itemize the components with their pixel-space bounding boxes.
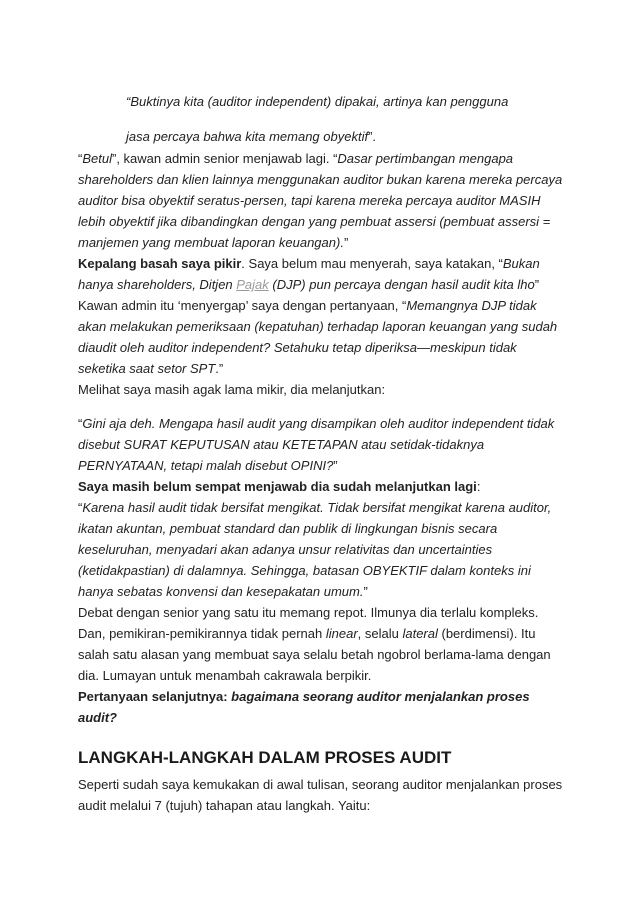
paragraph-line [78,458,568,474]
text-span: hanya sebatas konvensi dan kesepakatan umum. [78,584,364,599]
text-span: Saya masih belum sempat menjawab dia sudah melanjutkan lagi [78,479,477,494]
paragraph-line [78,214,568,230]
text-span: akan melakukan pemeriksaan (kepatuhan) terhadap laporan keuangan yang sudah [78,319,558,334]
text-span: Gini aja deh. Mengapa hasil audit yang disampikan oleh auditor independent tidak [82,416,555,431]
text-span: salah satu alasan yang membuat saya selalu betah ngobrol berlama-lama dengan [78,647,551,662]
paragraph-line [78,521,568,537]
text-span: hanya shareholders, Ditjen [78,277,237,292]
text-span: lebih obyektif jika dibandingkan dengan yang pembuat assersi (pembuat assersi = [78,214,551,229]
text-span: .” [215,361,224,376]
text-span: Memangnya DJP tidak [406,298,537,313]
paragraph-line [126,129,616,145]
text-span: Debat dengan senior yang satu itu memang repot. Ilmunya dia terlalu kompleks. [78,605,539,620]
paragraph-line [78,500,568,516]
text-span: audit melalui 7 (tujuh) tahapan atau langkah. Yaitu: [78,798,371,813]
text-span: “ [78,500,83,515]
text-span: ” [363,584,368,599]
text-span: Pertanyaan selanjutnya: [78,689,232,704]
text-span: ”. [368,129,377,144]
text-span: Seperti sudah saya kemukakan di awal tulisan, seorang auditor menjalankan proses [78,777,563,792]
text-span: (ketidakpastian) di dalamnya. Sehingga, batasan OBYEKTIF dalam konteks ini [78,563,531,578]
paragraph-line [78,235,568,251]
paragraph-line [126,94,616,110]
paragraph-line [78,584,568,600]
text-span: seketika saat setor SPT [78,361,216,376]
text-span: ” [343,235,349,250]
text-span: keseluruhan, menyadari akan adanya unsur relativitas dan uncertainties [78,542,493,557]
paragraph-line [78,626,568,642]
text-span: Kawan admin itu ‘menyergap’ saya dengan pertanyaan, “ [78,298,407,313]
text-span: auditor bisa obyektif seratus-persen, tapi karena mereka percaya auditor MASIH [78,193,541,208]
paragraph-line [78,193,568,209]
paragraph-line [78,437,568,453]
paragraph-line [78,542,568,558]
text-span: Bukan [502,256,540,271]
paragraph-line [78,668,568,684]
text-span: PERNYATAAN, tetapi malah disebut OPINI? [78,458,334,473]
paragraph-line [78,298,568,314]
text-span: manjemen yang membuat laporan keuangan). [78,235,344,250]
text-span: ” [333,458,338,473]
text-span: audit? [78,710,117,725]
paragraph-line [78,777,568,793]
paragraph-line [78,277,568,293]
text-span: Melihat saya masih agak lama mikir, dia melanjutkan: [78,382,386,397]
paragraph-line [78,172,568,188]
text-span: jasa percaya bahwa kita memang obyektif [126,129,369,144]
paragraph-line [78,340,568,356]
text-span: lateral [402,626,438,641]
text-span: linear [325,626,358,641]
paragraph-line [78,479,568,495]
text-span: Kepalang basah saya pikir [78,256,242,271]
paragraph-line [78,647,568,663]
text-span: disebut SURAT KEPUTUSAN atau KETETAPAN atau setidak-tidaknya [78,437,485,452]
paragraph-line [78,416,568,432]
paragraph-line [78,605,568,621]
text-span: ikatan akuntan, pembuat standard dan publik di lingkungan bisnis secara [78,521,498,536]
section-heading: LANGKAH-LANGKAH DALAM PROSES AUDIT [78,748,452,767]
text-span: diaudit oleh auditor independent? Setahuku tetap diperiksa—meskipun tidak [78,340,517,355]
text-span: Karena hasil audit tidak bersifat mengikat. Tidak bersifat mengikat karena auditor, [82,500,552,515]
text-span: (DJP) pun percaya dengan hasil audit kita lho [268,277,535,292]
paragraph-line [78,382,568,398]
paragraph-line [78,256,568,272]
paragraph-line [78,361,568,377]
text-span: shareholders dan klien lainnya menggunakan auditor bukan karena mereka percaya [78,172,563,187]
paragraph-line [78,710,568,726]
text-span: Betul [82,151,112,166]
text-span: (berdimensi). Itu [437,626,536,641]
text-span: Dasar pertimbangan mengapa [337,151,514,166]
paragraph-line [78,563,568,579]
text-span: , selalu [357,626,403,641]
text-span: bagaimana seorang auditor menjalankan proses [231,689,530,704]
paragraph-line [78,151,568,167]
text-span: Dan, pemikiran-pemikirannya tidak pernah [78,626,326,641]
pajak-link[interactable]: Pajak [236,277,269,292]
text-span: : [476,479,481,494]
text-span: dia. Lumayan untuk menambah cakrawala berpikir. [78,668,372,683]
text-span: “ [78,151,83,166]
paragraph-line [78,798,568,814]
text-span: “ [78,416,83,431]
text-span: ” [534,277,540,292]
paragraph-line [78,689,568,705]
paragraph-line [78,319,568,335]
text-span: ”, kawan admin senior menjawab lagi. “ [111,151,338,166]
text-span: . Saya belum mau menyerah, saya katakan, “ [241,256,503,271]
text-span: “Buktinya kita (auditor independent) dipakai, artinya kan pengguna [126,94,509,109]
